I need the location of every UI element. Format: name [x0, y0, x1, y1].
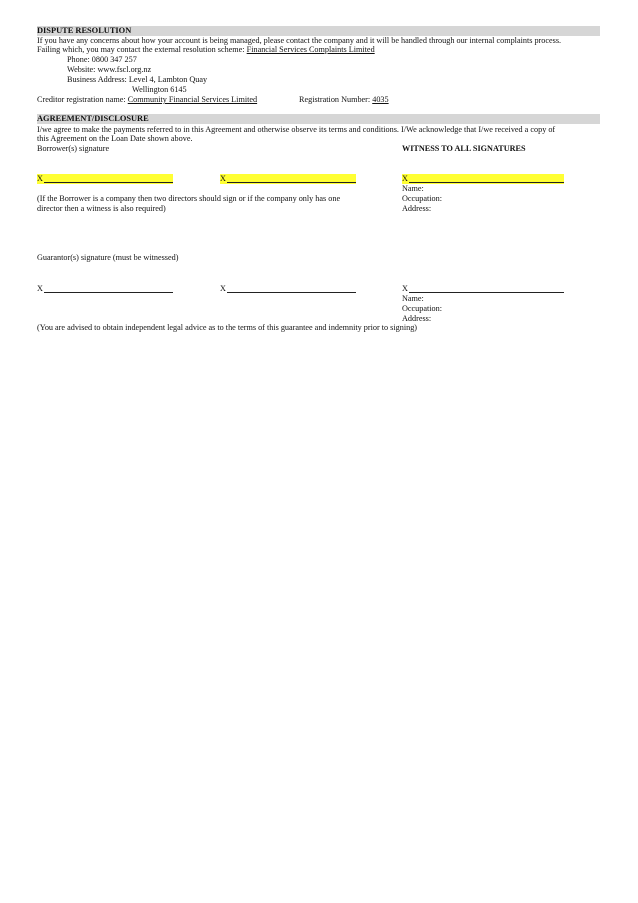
guarantor-witness-address-label: Address: — [402, 314, 432, 323]
creditor-name: Community Financial Services Limited — [127, 95, 258, 104]
company-note-line1: (If the Borrower is a company then two directors should sign or if the company only has one — [37, 194, 341, 203]
dispute-text-prefix: Failing which, you may contact the external resolution scheme: — [37, 45, 247, 54]
guarantor-witness-name-label: Name: — [402, 294, 424, 303]
sign-mark: X — [220, 174, 226, 183]
scheme-website: Website: www.fscl.org.nz — [67, 65, 152, 74]
borrower-signature-label: Borrower(s) signature — [37, 144, 110, 153]
guarantor-signature-label: Guarantor(s) signature (must be witnessed) — [37, 253, 179, 262]
agreement-text-line2: this Agreement on the Loan Date shown above. — [37, 134, 193, 143]
company-note-line2: director then a witness is also required) — [37, 204, 166, 213]
guarantor-signature-line-1[interactable] — [37, 284, 173, 294]
agreement-text-line1: I/we agree to make the payments referred to in this Agreement and otherwise observe its terms and conditions. I/We acknowledge that I/we received a copy of — [37, 125, 556, 134]
dispute-resolution-heading: DISPUTE RESOLUTION — [37, 26, 600, 36]
witness-heading: WITNESS TO ALL SIGNATURES — [402, 144, 526, 153]
scheme-phone: Phone: 0800 347 257 — [67, 55, 137, 64]
witness-name-label: Name: — [402, 184, 424, 193]
sign-mark: X — [220, 284, 226, 293]
guarantor-signature-line-2[interactable] — [220, 284, 356, 294]
guarantor-witness-occupation-label: Occupation: — [402, 304, 443, 313]
sign-mark: X — [37, 174, 43, 183]
sign-mark: X — [402, 284, 408, 293]
scheme-name-link[interactable]: Financial Services Complaints Limited — [246, 45, 375, 54]
witness-occupation-label: Occupation: — [402, 194, 443, 203]
creditor-registration — [37, 95, 257, 105]
scheme-address-line2: Wellington 6145 — [132, 85, 187, 94]
registration-number: 4035 — [372, 95, 389, 104]
sign-mark: X — [37, 284, 43, 293]
witness-signature-line[interactable] — [402, 174, 564, 184]
dispute-text-line1: If you have any concerns about how your account is being managed, please contact the company and it will be handled through our internal complaints process. — [37, 36, 562, 45]
guarantor-witness-signature-line[interactable] — [402, 284, 564, 294]
dispute-text-line2 — [37, 45, 375, 55]
agreement-disclosure-heading: AGREEMENT/DISCLOSURE — [37, 114, 600, 124]
creditor-label: Creditor registration name: — [37, 95, 128, 104]
borrower-signature-line-1[interactable] — [37, 174, 173, 184]
registration-label: Registration Number: — [299, 95, 373, 104]
sign-mark: X — [402, 174, 408, 183]
witness-address-label: Address: — [402, 204, 432, 213]
scheme-address-line1: Business Address: Level 4, Lambton Quay — [67, 75, 208, 84]
borrower-signature-line-2[interactable] — [220, 174, 356, 184]
registration-number-field — [299, 95, 389, 105]
legal-advice-note: (You are advised to obtain independent legal advice as to the terms of this guarantee and indemnity prior to signing) — [37, 323, 418, 332]
